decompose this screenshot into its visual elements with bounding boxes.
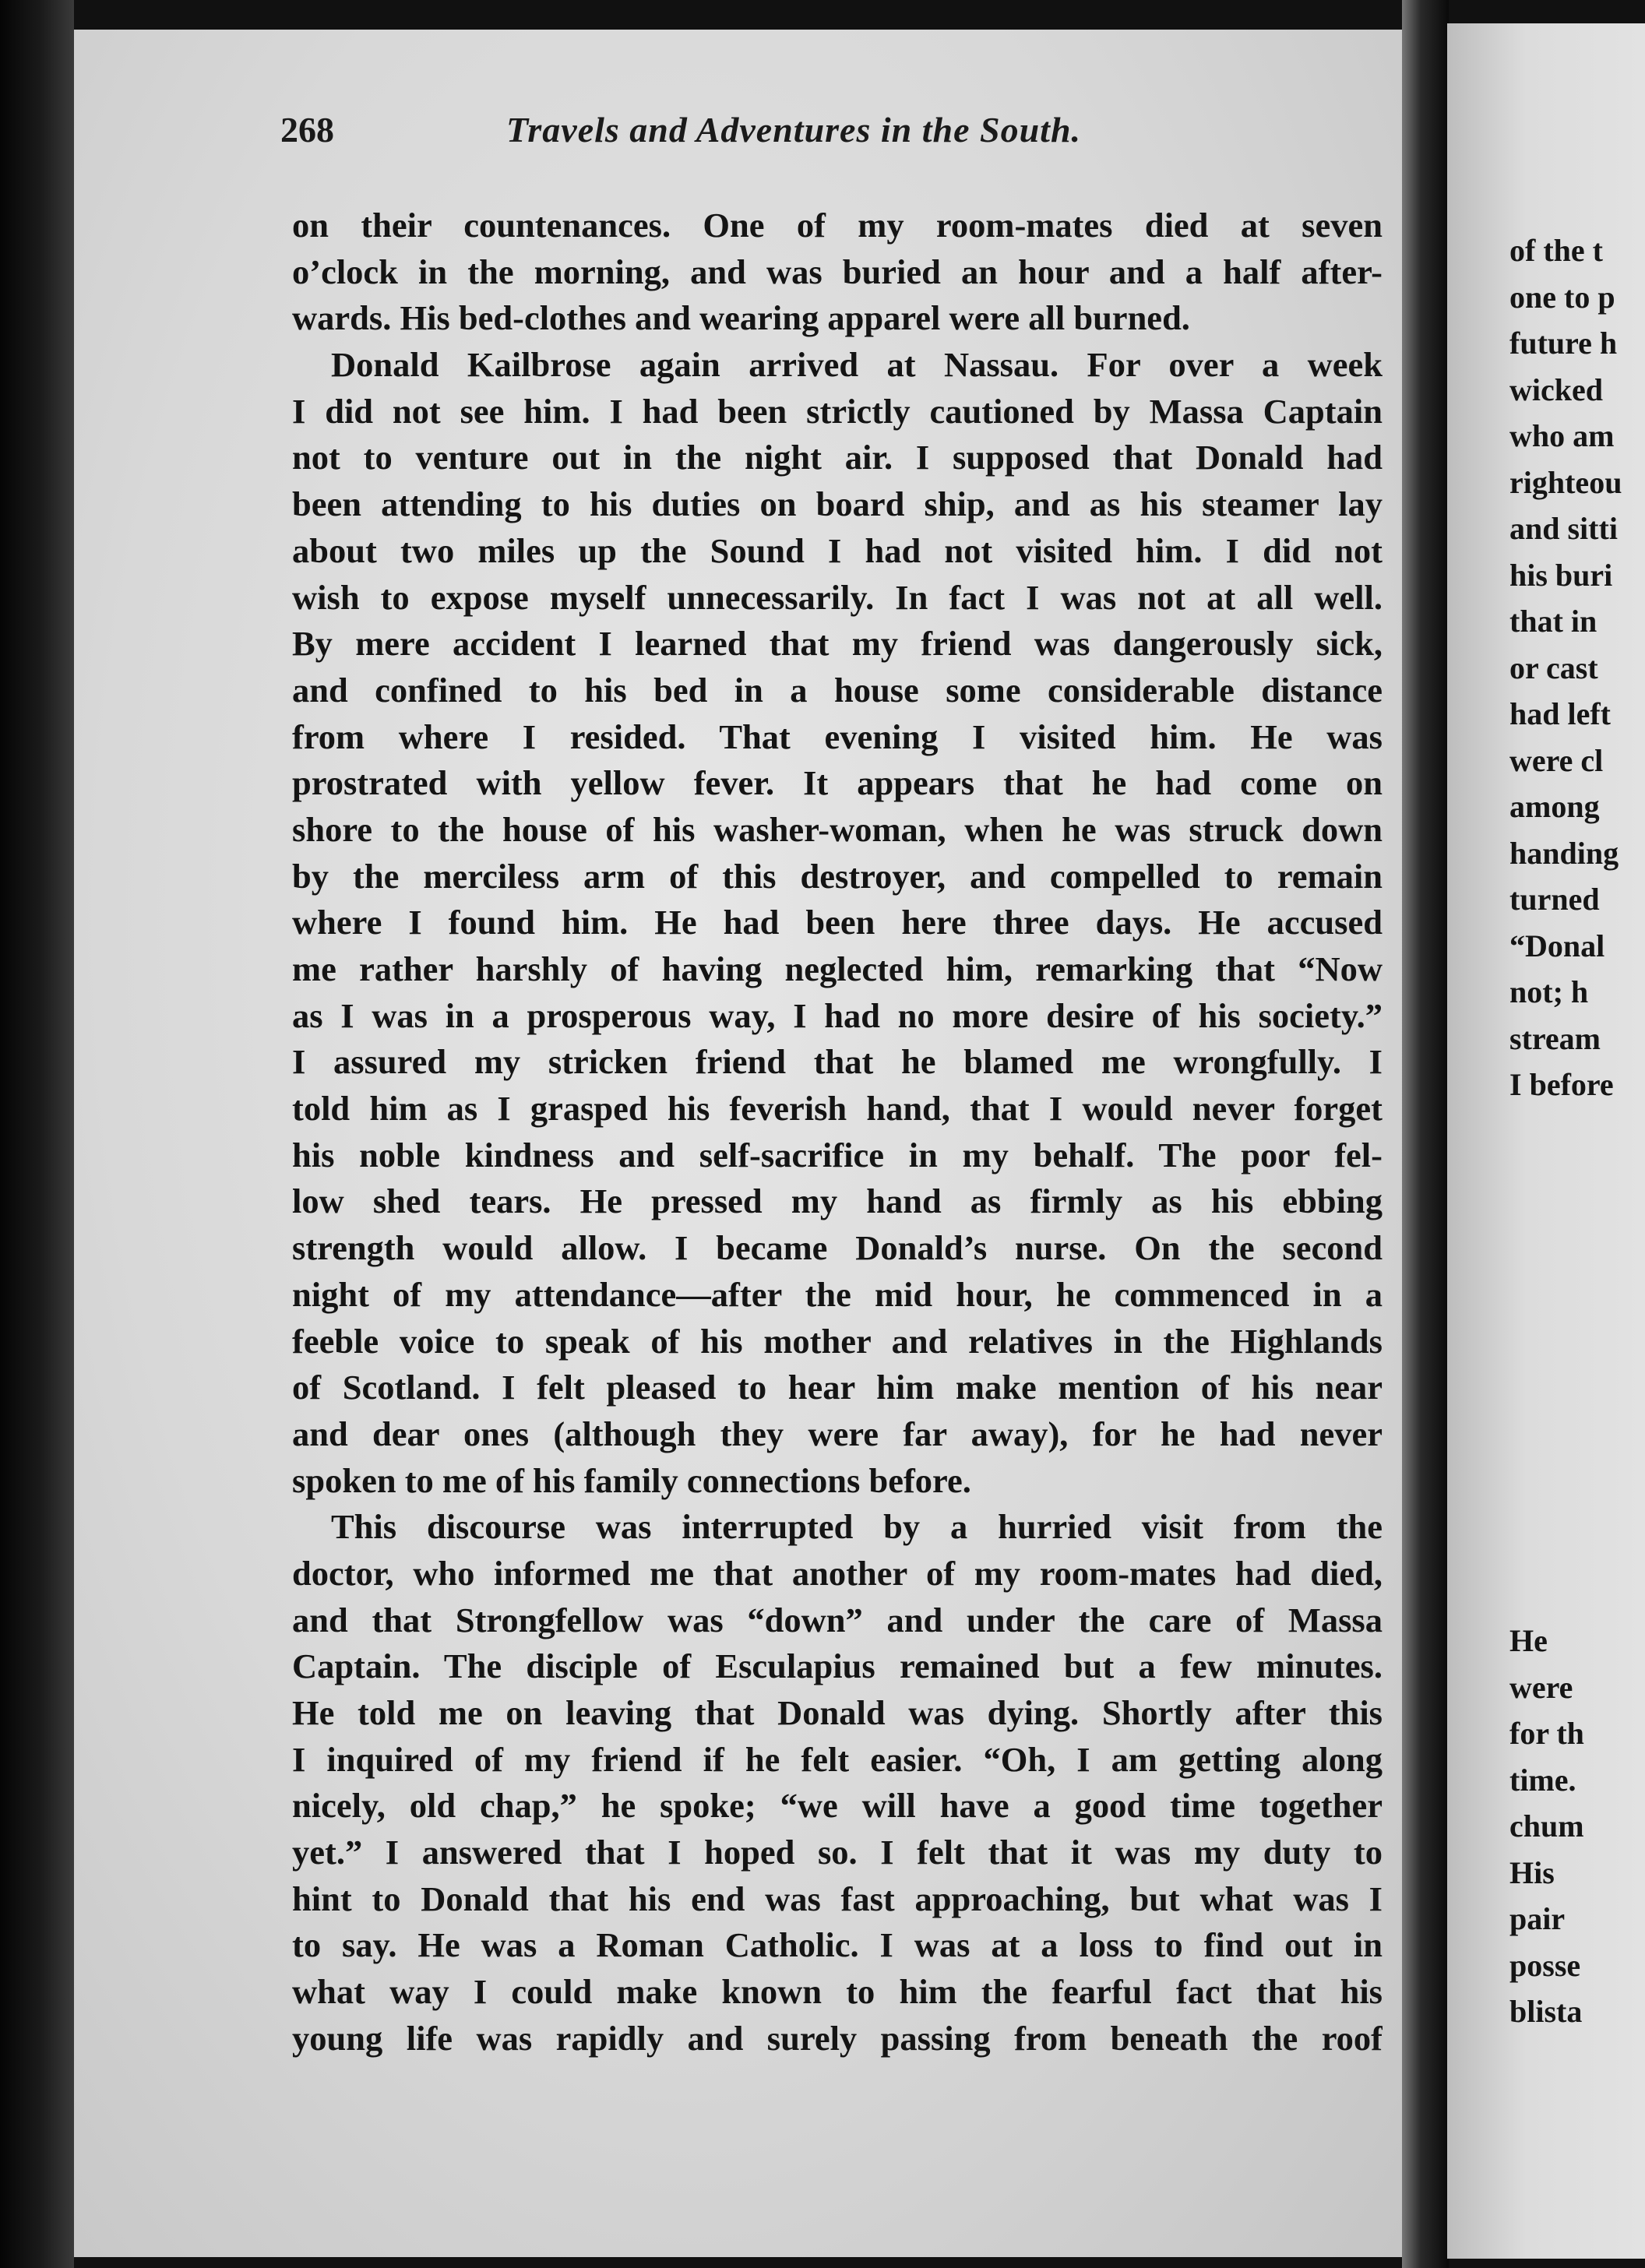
- text-line: Donald Kailbrose again arrived at Nassau. For over a week: [331, 345, 1383, 385]
- facing-text-fragment: and sitti: [1509, 511, 1618, 546]
- text-line: from where I resided. That evening I visited him. He was: [292, 717, 1383, 756]
- text-line: as I was in a prosperous way, I had no more desire of his society.”: [292, 995, 1383, 1035]
- facing-text-fragment: [1509, 1525, 1645, 1572]
- text-line: to say. He was a Roman Catholic. I was at a loss to find out in: [292, 1925, 1383, 1965]
- text-line: This discourse was interrupted by a hurried visit from the: [331, 1507, 1383, 1547]
- facing-text-fragment: of the t: [1509, 233, 1603, 268]
- facing-text-fragment: He: [1509, 1623, 1548, 1658]
- text-line: and dear ones (although they were far away), for he had never: [292, 1414, 1383, 1453]
- text-line: where I found him. He had been here three days. He accused: [292, 903, 1383, 942]
- text-line: strength would allow. I became Donald’s nurse. On the second: [292, 1228, 1383, 1268]
- binding-edge-shadow: [0, 0, 74, 2268]
- text-line: on their countenances. One of my room-mates died at seven: [292, 206, 1383, 245]
- facing-page-text: [1509, 227, 1645, 2035]
- text-line: wards. His bed-clothes and wearing apparel were all burned.: [292, 298, 1190, 338]
- text-line: about two miles up the Sound I had not visited him. I did not: [292, 530, 1383, 570]
- facing-text-fragment: not; h: [1509, 974, 1589, 1009]
- text-line: prostrated with yellow fever. It appears that he had come on: [292, 763, 1383, 803]
- facing-text-fragment: were: [1509, 1669, 1573, 1705]
- text-line: feeble voice to speak of his mother and relatives in the Highlands: [292, 1321, 1383, 1361]
- facing-text-fragment: [1509, 1108, 1645, 1155]
- facing-text-fragment: [1509, 1386, 1645, 1433]
- text-line: shore to the house of his washer-woman, when he was struck down: [292, 809, 1383, 849]
- text-line: I did not see him. I had been strictly cautioned by Massa Captain: [292, 391, 1383, 431]
- gutter-shadow: [1402, 0, 1449, 2268]
- running-title: Travels and Adventures in the South.: [506, 110, 1082, 150]
- facing-text-fragment: His: [1509, 1854, 1555, 1890]
- text-line: yet.” I answered that I hoped so. I felt that it was my duty to: [292, 1833, 1383, 1872]
- facing-text-fragment: stream: [1509, 1020, 1601, 1056]
- facing-text-fragment: time.: [1509, 1762, 1576, 1798]
- text-line: I assured my stricken friend that he blamed me wrongfully. I: [292, 1042, 1383, 1082]
- facing-text-fragment: who am: [1509, 418, 1615, 453]
- facing-text-fragment: were cl: [1509, 742, 1604, 778]
- text-line: young life was rapidly and surely passing from beneath the roof: [292, 2018, 1383, 2058]
- facing-page: [1447, 23, 1645, 2259]
- facing-text-fragment: I before: [1509, 1067, 1614, 1102]
- facing-text-fragment: or cast: [1509, 650, 1598, 685]
- text-line: his noble kindness and self-sacrifice in my behalf. The poor fel-: [292, 1135, 1383, 1174]
- text-line: me rather harshly of having neglected him, remarking that “Now: [292, 949, 1383, 988]
- text-line: By mere accident I learned that my friend was dangerously sick,: [292, 624, 1383, 664]
- facing-text-fragment: among: [1509, 789, 1600, 824]
- facing-text-fragment: pair: [1509, 1901, 1566, 1936]
- text-line: what way I could make known to him the fearful fact that his: [292, 1972, 1383, 2012]
- text-line: and that Strongfellow was “down” and under the care of Massa: [292, 1600, 1383, 1639]
- facing-text-fragment: future h: [1509, 326, 1618, 361]
- text-line: spoken to me of his family connections before.: [292, 1460, 971, 1500]
- facing-text-fragment: [1509, 1154, 1645, 1201]
- text-line: He told me on leaving that Donald was dying. Shortly after this: [292, 1693, 1383, 1732]
- body-text: [292, 202, 1383, 2062]
- facing-text-fragment: handing: [1509, 835, 1619, 871]
- text-line: Captain. The disciple of Esculapius remained but a few minutes.: [292, 1646, 1383, 1686]
- facing-text-fragment: blista: [1509, 1994, 1583, 2029]
- facing-text-fragment: [1509, 1201, 1645, 1248]
- facing-text-fragment: [1509, 1572, 1645, 1618]
- facing-text-fragment: [1509, 1340, 1645, 1386]
- facing-text-fragment: [1509, 1479, 1645, 1526]
- facing-text-fragment: that in: [1509, 604, 1597, 639]
- facing-text-fragment: turned: [1509, 882, 1600, 917]
- facing-text-fragment: [1509, 1294, 1645, 1340]
- text-line: told him as I grasped his feverish hand, that I would never forget: [292, 1089, 1383, 1129]
- facing-text-fragment: his buri: [1509, 557, 1613, 593]
- facing-text-fragment: [1509, 1247, 1645, 1294]
- text-line: nicely, old chap,” he spoke; “we will have a good time together: [292, 1786, 1383, 1826]
- text-line: been attending to his duties on board ship, and as his steamer lay: [292, 484, 1383, 524]
- facing-text-fragment: posse: [1509, 1947, 1581, 1983]
- facing-text-fragment: for th: [1509, 1716, 1584, 1751]
- text-line: wish to expose myself unnecessarily. In fact I was not at all well.: [292, 577, 1383, 617]
- facing-text-fragment: chum: [1509, 1808, 1584, 1844]
- text-line: doctor, who informed me that another of my room-mates had died,: [292, 1553, 1383, 1593]
- text-line: of Scotland. I felt pleased to hear him make mention of his near: [292, 1368, 1383, 1407]
- text-line: low shed tears. He pressed my hand as firmly as his ebbing: [292, 1182, 1383, 1221]
- facing-text-fragment: righteou: [1509, 464, 1622, 500]
- facing-text-fragment: had left: [1509, 696, 1611, 731]
- text-line: by the merciless arm of this destroyer, and compelled to remain: [292, 856, 1383, 896]
- facing-text-fragment: one to p: [1509, 279, 1615, 315]
- facing-text-fragment: wicked: [1509, 372, 1603, 407]
- text-line: not to venture out in the night air. I supposed that Donald had: [292, 438, 1383, 477]
- page-header: [280, 109, 1371, 171]
- text-line: hint to Donald that his end was fast approaching, but what was I: [292, 1879, 1383, 1918]
- facing-text-fragment: [1509, 1432, 1645, 1479]
- text-line: I inquired of my friend if he felt easier. “Oh, I am getting along: [292, 1739, 1383, 1779]
- text-line: night of my attendance—after the mid hour, he commenced in a: [292, 1274, 1383, 1314]
- text-line: and confined to his bed in a house some considerable distance: [292, 670, 1383, 710]
- page-number: 268: [280, 110, 334, 150]
- facing-text-fragment: “Donal: [1509, 928, 1605, 963]
- text-line: o’clock in the morning, and was buried an hour and a half after-: [292, 252, 1383, 291]
